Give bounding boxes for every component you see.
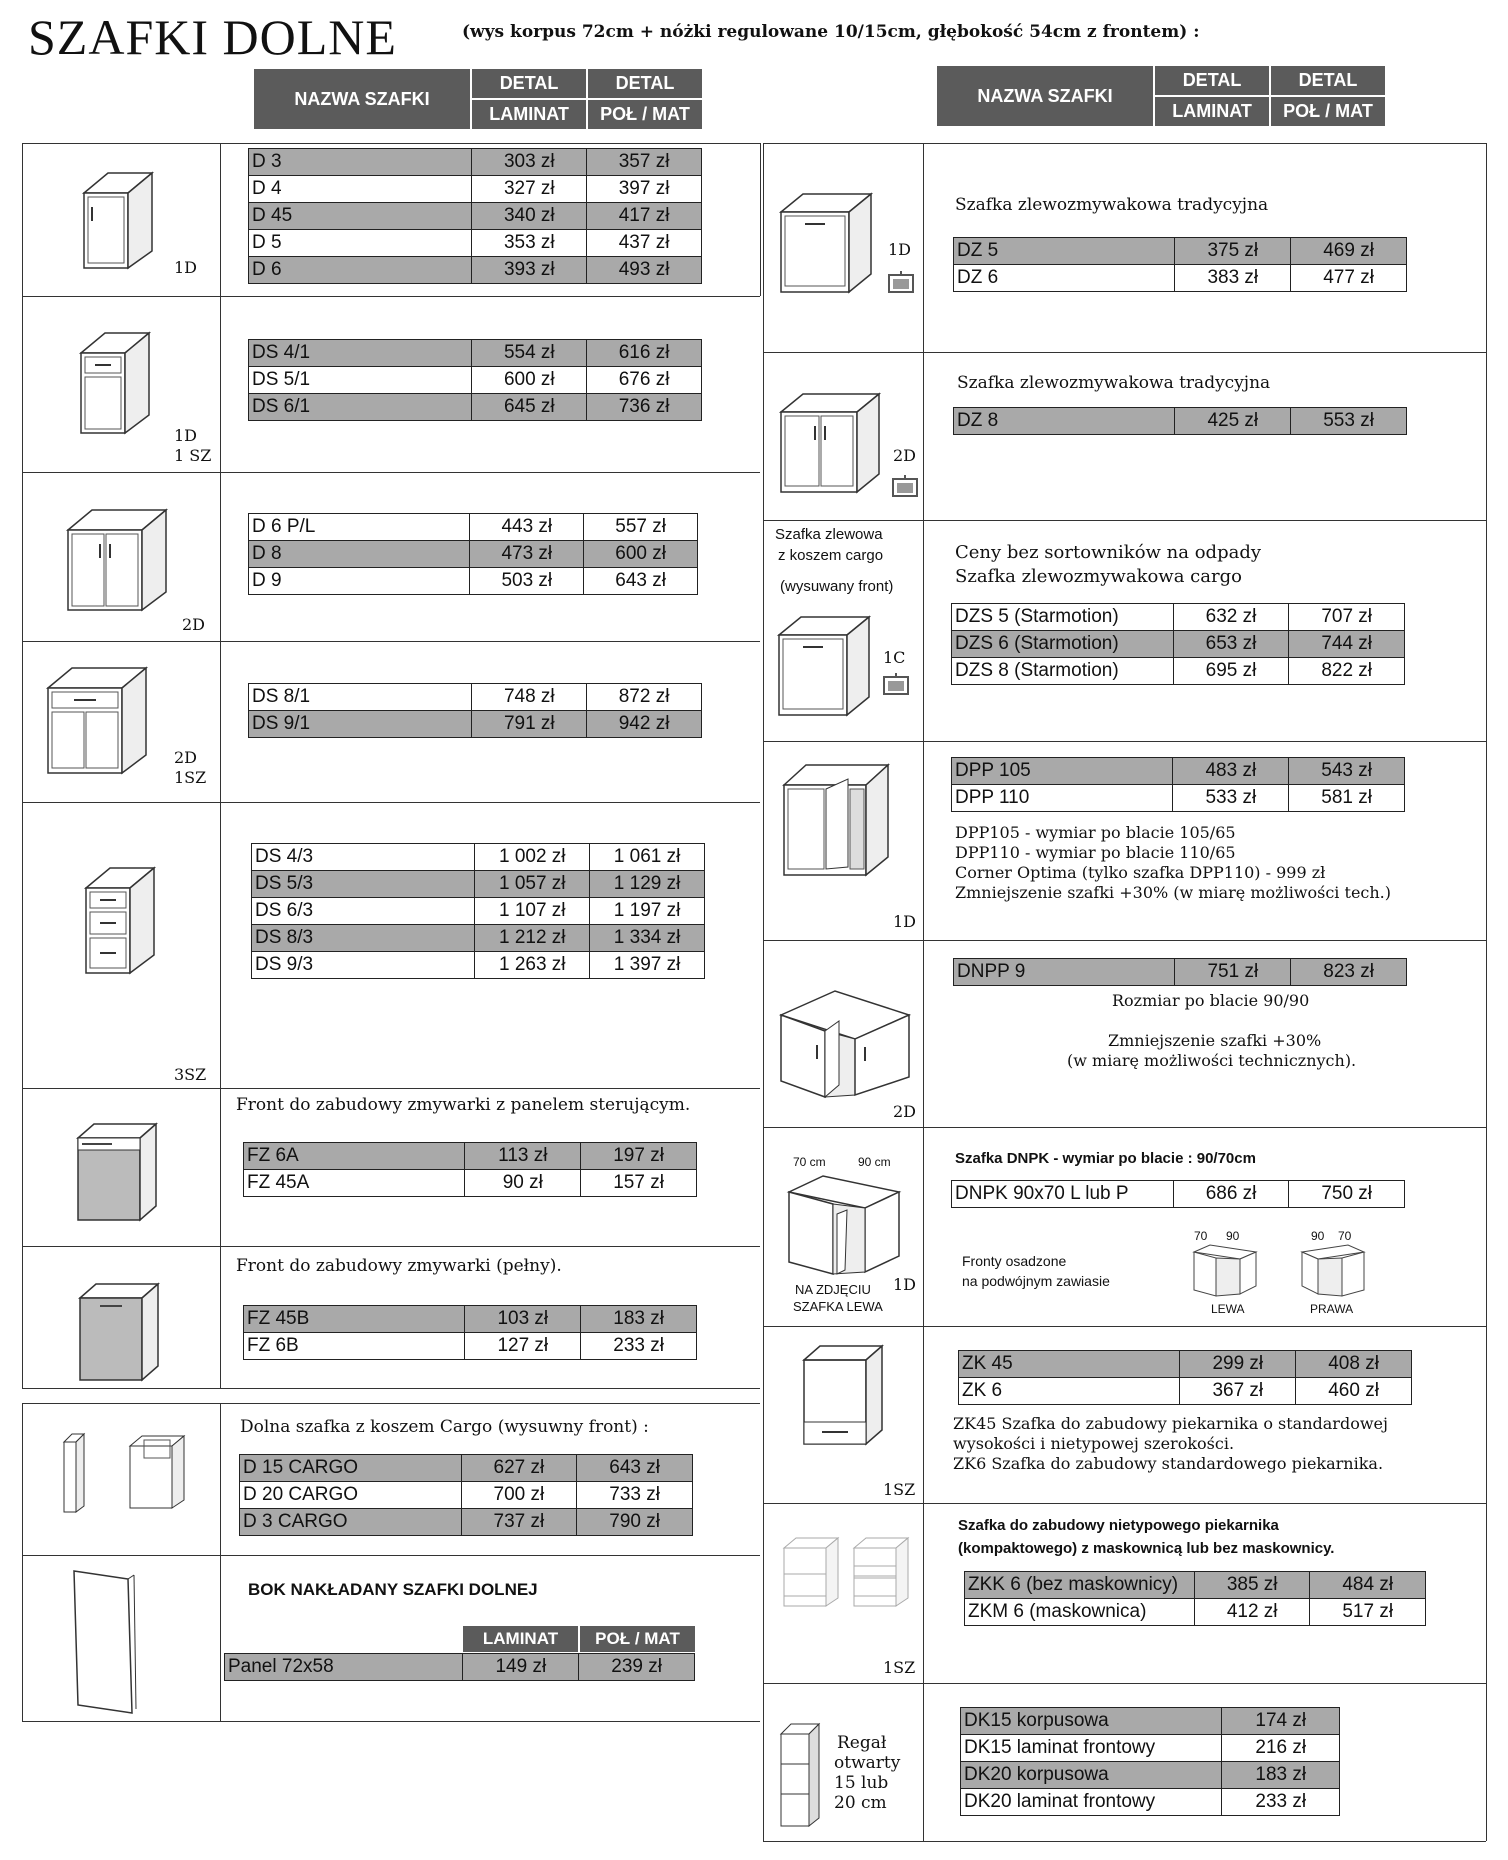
price-cell: 942 zł [587,711,702,738]
s1-tag: 1D [174,258,198,277]
cabinet-name-cell: ZKK 6 (bez maskownicy) [965,1572,1195,1599]
price-cell: 1 397 zł [590,952,705,979]
r8-title-1: Szafka do zabudowy nietypowego piekarnika [958,1517,1279,1534]
price-cell: 443 zł [470,514,584,541]
table-row [249,541,698,568]
right-column-header [937,66,1385,126]
table-row [952,631,1405,658]
r6-lewa-label: LEWA [1211,1302,1245,1316]
side-panel-icon [70,1567,140,1717]
cabinet-name-cell: FZ 6B [244,1333,465,1360]
sink-icon-3 [883,672,909,696]
price-cell: 340 zł [472,203,587,230]
price-cell: 397 zł [587,176,702,203]
header-detal-2: DETAL [588,69,702,100]
price-table-r6 [951,1180,1405,1208]
cabinet-name-cell: DK20 laminat frontowy [961,1789,1222,1816]
price-cell: 823 zł [1291,959,1407,986]
table-row [249,257,702,284]
price-cell: 477 zł [1291,265,1407,292]
price-cell: 1 061 zł [590,844,705,871]
cabinet-name-cell: DS 6/1 [249,394,472,421]
cabinet-2d-icon [62,500,172,620]
price-table-s1 [248,148,702,284]
price-cell: 183 zł [581,1306,697,1333]
price-cell: 686 zł [1173,1181,1289,1208]
open-shelf-icon [775,1720,825,1832]
price-cell: 600 zł [584,541,698,568]
cabinet-name-cell: DS 8/1 [249,684,472,711]
cabinet-name-cell: DK15 korpusowa [961,1708,1222,1735]
table-row [954,408,1407,435]
table-row [252,844,705,871]
price-cell: 383 zł [1175,265,1291,292]
table-row [954,959,1407,986]
price-cell: 557 zł [584,514,698,541]
price-cell: 303 zł [472,149,587,176]
table-row [240,1509,693,1536]
cabinet-name-cell: D 8 [249,541,470,568]
header-polmat-right: POŁ / MAT [1283,101,1373,121]
header-name-right: NAZWA SZAFKI [937,66,1155,126]
price-cell: 517 zł [1310,1599,1426,1626]
table-row [244,1143,697,1170]
header-detal-right: DETAL [1155,66,1269,97]
price-cell: 127 zł [465,1333,581,1360]
price-cell: 737 zł [461,1509,577,1536]
price-cell: 216 zł [1222,1735,1340,1762]
sink-cabinet-2d-icon [775,382,885,502]
header-name: NAZWA SZAFKI [254,69,472,129]
sink-icon-2 [892,474,918,498]
price-cell: 653 zł [1173,631,1289,658]
price-cell: 484 zł [1310,1572,1426,1599]
cabinet-1d-icon [78,163,158,278]
price-table-s2 [248,339,702,421]
table-row [961,1762,1340,1789]
r6-dim-2: 90 cm [858,1155,891,1169]
price-table-r8 [964,1571,1426,1626]
price-cell: 1 057 zł [475,871,590,898]
price-cell: 233 zł [581,1333,697,1360]
price-cell: 1 212 zł [475,925,590,952]
cabinet-name-cell: D 3 CARGO [240,1509,462,1536]
price-cell: 748 zł [472,684,587,711]
cabinet-name-cell: FZ 45B [244,1306,465,1333]
price-table-r5 [953,958,1407,986]
cabinet-name-cell: DS 4/3 [252,844,475,871]
cabinet-name-cell: DZ 8 [954,408,1175,435]
price-table-r4 [951,757,1405,812]
r6-photo-1: NA ZDJĘCIU [795,1282,871,1297]
corner-cabinet-dpp-icon [778,757,893,882]
cabinet-name-cell: DS 5/1 [249,367,472,394]
price-cell: 645 zł [472,394,587,421]
price-cell: 367 zł [1180,1378,1296,1405]
cabinet-name-cell: DS 4/1 [249,340,472,367]
table-row [959,1351,1412,1378]
r4-note-3: Corner Optima (tylko szafka DPP110) - 999 zł [955,863,1326,882]
price-cell: 581 zł [1289,785,1405,812]
corner-cabinet-dnpk-icon [783,1170,903,1280]
r1-tag: 1D [888,240,912,259]
price-cell: 353 zł [472,230,587,257]
r6-title: Szafka DNPK - wymiar po blacie : 90/70cm [955,1150,1256,1167]
r6-tag: 1D [893,1275,917,1294]
s3-tag: 2D [182,615,206,634]
cabinet-name-cell: DS 5/3 [252,871,475,898]
compact-oven-cabinet-icon [780,1534,915,1614]
cabinet-name-cell: FZ 45A [244,1170,465,1197]
table-row [952,658,1405,685]
r8-title-2: (kompaktowego) z maskownicą lub bez maskownicy. [958,1540,1335,1557]
table-row [952,604,1405,631]
price-table-r1 [953,237,1407,292]
sink-cargo-cabinet-icon [773,605,873,725]
r3-description-1: Ceny bez sortowników na odpady [955,542,1262,563]
table-row [961,1708,1340,1735]
cabinet-name-cell: D 15 CARGO [240,1455,462,1482]
price-table-s8 [239,1454,693,1536]
cabinet-3sz-icon [80,858,160,983]
price-cell: 736 zł [587,394,702,421]
r9-side-1: Regał [837,1733,887,1753]
dishwasher-front-panel-icon [72,1118,162,1228]
cabinet-name-cell: DS 6/3 [252,898,475,925]
table-row [952,758,1405,785]
price-table-s5 [251,843,705,979]
s6-description: Front do zabudowy zmywarki z panelem sterującym. [236,1095,691,1115]
table-row [952,785,1405,812]
price-cell: 554 zł [472,340,587,367]
price-table-s9 [224,1653,695,1681]
price-cell: 503 zł [470,568,584,595]
r5-tag: 2D [893,1102,917,1121]
cabinet-name-cell: ZK 6 [959,1378,1180,1405]
price-cell: 643 zł [577,1455,693,1482]
dishwasher-front-full-icon [74,1278,164,1388]
r7-note-2: wysokości i nietypowej szerokości. [953,1434,1235,1453]
r9-side-4: 20 cm [834,1793,887,1813]
table-row [244,1333,697,1360]
price-cell: 493 zł [587,257,702,284]
price-cell: 533 zł [1173,785,1289,812]
price-cell: 822 zł [1289,658,1405,685]
table-row [240,1482,693,1509]
price-cell: 751 zł [1175,959,1291,986]
price-cell: 707 zł [1289,604,1405,631]
r5-note-3: (w miarę możliwości technicznych). [1067,1051,1357,1070]
price-cell: 1 263 zł [475,952,590,979]
table-row [249,230,702,257]
price-cell: 750 zł [1289,1181,1405,1208]
cabinet-name-cell: DZ 5 [954,238,1175,265]
price-cell: 744 zł [1289,631,1405,658]
table-row [252,952,705,979]
price-cell: 733 zł [577,1482,693,1509]
price-table-r7 [958,1350,1412,1405]
price-cell: 700 zł [461,1482,577,1509]
price-cell: 375 zł [1175,238,1291,265]
r4-tag: 1D [893,912,917,931]
r8-tag: 1SZ [883,1658,916,1677]
table-row [252,925,705,952]
cabinet-name-cell: D 45 [249,203,472,230]
price-cell: 1 107 zł [475,898,590,925]
s2-tag-1: 1D [174,426,198,445]
price-cell: 695 zł [1173,658,1289,685]
table-row [249,684,702,711]
table-row [961,1789,1340,1816]
price-cell: 676 zł [587,367,702,394]
r6-photo-2: SZAFKA LEWA [793,1299,883,1314]
price-table-s3 [248,513,698,595]
sink-icon [888,270,914,294]
price-cell: 90 zł [465,1170,581,1197]
table-row [959,1378,1412,1405]
r5-note-2: Zmniejszenie szafki +30% [1108,1031,1322,1050]
r9-side-2: otwarty [834,1753,901,1773]
price-cell: 197 zł [581,1143,697,1170]
page-title: SZAFKI DOLNE [28,9,397,65]
price-cell: 239 zł [579,1654,695,1681]
s8-description: Dolna szafka z koszem Cargo (wysuwny front) : [240,1417,649,1437]
table-row [965,1599,1426,1626]
price-cell: 103 zł [465,1306,581,1333]
r6-note-1: Fronty osadzone [962,1253,1067,1269]
cabinet-name-cell: DK20 korpusowa [961,1762,1222,1789]
cabinet-name-cell: D 3 [249,149,472,176]
price-cell: 1 129 zł [590,871,705,898]
price-cell: 616 zł [587,340,702,367]
oven-cabinet-icon [798,1338,888,1448]
cabinet-name-cell: DK15 laminat frontowy [961,1735,1222,1762]
table-row [249,367,702,394]
r7-note-3: ZK6 Szafka do zabudowy standardowego piekarnika. [953,1454,1384,1473]
price-table-r3 [951,603,1405,685]
cabinet-name-cell: D 6 [249,257,472,284]
price-cell: 327 zł [472,176,587,203]
price-table-s4 [248,683,702,738]
r6-left-90: 90 [1226,1229,1240,1243]
r6-prawa-label: PRAWA [1310,1302,1354,1316]
s7-description: Front do zabudowy zmywarki (pełny). [236,1256,562,1276]
cabinet-name-cell: DZS 5 (Starmotion) [952,604,1174,631]
table-row [225,1654,695,1681]
price-cell: 425 zł [1175,408,1291,435]
table-row [249,711,702,738]
page-subtitle: (wys korpus 72cm + nóżki regulowane 10/15cm, głębokość 54cm z frontem) : [462,22,1200,42]
r6-dim-1: 70 cm [793,1155,826,1169]
price-cell: 1 197 zł [590,898,705,925]
r5-note-1: Rozmiar po blacie 90/90 [1112,991,1310,1010]
table-row [954,238,1407,265]
corner-cabinet-dnpp-icon [775,985,915,1105]
price-table-r9 [960,1707,1340,1816]
table-row [244,1170,697,1197]
table-row [252,871,705,898]
r7-note-1: ZK45 Szafka do zabudowy piekarnika o standardowej [953,1414,1388,1433]
table-row [965,1572,1426,1599]
cabinet-name-cell: DZS 6 (Starmotion) [952,631,1174,658]
table-row [249,149,702,176]
r6-right-70: 70 [1338,1229,1352,1243]
cabinet-name-cell: FZ 6A [244,1143,465,1170]
r6-left-70: 70 [1194,1229,1208,1243]
cargo-cabinet-icon [60,1430,190,1525]
price-cell: 174 zł [1222,1708,1340,1735]
cabinet-name-cell: ZK 45 [959,1351,1180,1378]
s5-tag: 3SZ [174,1065,207,1084]
cabinet-name-cell: DS 9/1 [249,711,472,738]
price-cell: 412 zł [1194,1599,1310,1626]
left-hinge-cabinet-icon [1190,1242,1260,1298]
price-cell: 872 zł [587,684,702,711]
cabinet-name-cell: DNPP 9 [954,959,1175,986]
price-cell: 460 zł [1296,1378,1412,1405]
price-cell: 393 zł [472,257,587,284]
r4-note-2: DPP110 - wymiar po blacie 110/65 [955,843,1236,862]
r2-tag: 2D [893,446,917,465]
table-row [249,394,702,421]
r3-side-3: (wysuwany front) [780,578,894,595]
cabinet-name-cell: D 20 CARGO [240,1482,462,1509]
price-table-r2 [953,407,1407,435]
cabinet-name-cell: DZ 6 [954,265,1175,292]
price-cell: 1 002 zł [475,844,590,871]
r3-tag: 1C [883,648,906,667]
table-row [240,1455,693,1482]
table-row [249,176,702,203]
r4-note-4: Zmniejszenie szafki +30% (w miarę możliwości tech.) [955,883,1391,902]
cabinet-name-cell: Panel 72x58 [225,1654,463,1681]
cabinet-name-cell: D 5 [249,230,472,257]
s9-description: BOK NAKŁADANY SZAFKI DOLNEJ [248,1580,538,1599]
price-cell: 632 zł [1173,604,1289,631]
header-detal: DETAL [472,69,586,100]
price-cell: 1 334 zł [590,925,705,952]
r4-note-1: DPP105 - wymiar po blacie 105/65 [955,823,1236,842]
price-cell: 183 zł [1222,1762,1340,1789]
price-cell: 627 zł [461,1455,577,1482]
table-row [252,898,705,925]
price-cell: 299 zł [1180,1351,1296,1378]
cabinet-name-cell: D 6 P/L [249,514,470,541]
price-cell: 469 zł [1291,238,1407,265]
table-row [249,568,698,595]
table-row [961,1735,1340,1762]
price-cell: 113 zł [465,1143,581,1170]
s4-tag-2: 1SZ [174,768,207,787]
price-cell: 149 zł [463,1654,579,1681]
price-cell: 417 zł [587,203,702,230]
left-column-header [254,69,702,129]
table-row [952,1181,1405,1208]
r9-side-3: 15 lub [834,1773,889,1793]
cabinet-name-cell: DPP 105 [952,758,1173,785]
r6-note-2: na podwójnym zawiasie [962,1273,1110,1289]
cabinet-name-cell: DS 9/3 [252,952,475,979]
price-cell: 437 zł [587,230,702,257]
table-row [249,203,702,230]
cabinet-name-cell: DPP 110 [952,785,1173,812]
price-cell: 473 zł [470,541,584,568]
s2-tag-2: 1 SZ [174,446,212,465]
price-cell: 791 zł [472,711,587,738]
header-detal-right-2: DETAL [1271,66,1385,97]
price-cell: 157 zł [581,1170,697,1197]
price-cell: 483 zł [1173,758,1289,785]
cabinet-name-cell: D 9 [249,568,470,595]
price-cell: 357 zł [587,149,702,176]
price-cell: 385 zł [1194,1572,1310,1599]
price-cell: 543 zł [1289,758,1405,785]
cabinet-name-cell: D 4 [249,176,472,203]
cabinet-name-cell: DZS 8 (Starmotion) [952,658,1174,685]
price-cell: 553 zł [1291,408,1407,435]
price-cell: 643 zł [584,568,698,595]
r7-tag: 1SZ [883,1480,916,1499]
price-cell: 233 zł [1222,1789,1340,1816]
table-row [249,340,702,367]
r3-side-1: Szafka zlewowa [775,526,883,543]
price-cell: 790 zł [577,1509,693,1536]
header-laminat: LAMINAT [489,104,569,124]
price-cell: 408 zł [1296,1351,1412,1378]
cabinet-2d-1sz-icon [42,658,152,783]
price-table-s7 [243,1305,697,1360]
r3-side-2: z koszem cargo [778,547,884,564]
s9-header: LAMINAT POŁ / MAT [463,1626,695,1652]
table-row [954,265,1407,292]
cabinet-name-cell: DS 8/3 [252,925,475,952]
sink-cabinet-1d-icon [775,182,875,302]
s4-tag-1: 2D [174,748,198,767]
table-row [249,514,698,541]
price-table-s6 [243,1142,697,1197]
cabinet-name-cell: DNPK 90x70 L lub P [952,1181,1174,1208]
price-cell: 600 zł [472,367,587,394]
header-polmat: POŁ / MAT [600,104,690,124]
right-hinge-cabinet-icon [1298,1242,1368,1298]
cabinet-name-cell: ZKM 6 (maskownica) [965,1599,1195,1626]
r3-description-2: Szafka zlewozmywakowa cargo [955,566,1242,587]
cabinet-1d-1sz-icon [75,323,155,443]
r1-description: Szafka zlewozmywakowa tradycyjna [955,195,1269,215]
r6-right-90: 90 [1311,1229,1325,1243]
header-laminat-right: LAMINAT [1172,101,1252,121]
r2-description: Szafka zlewozmywakowa tradycyjna [957,373,1271,393]
table-row [244,1306,697,1333]
